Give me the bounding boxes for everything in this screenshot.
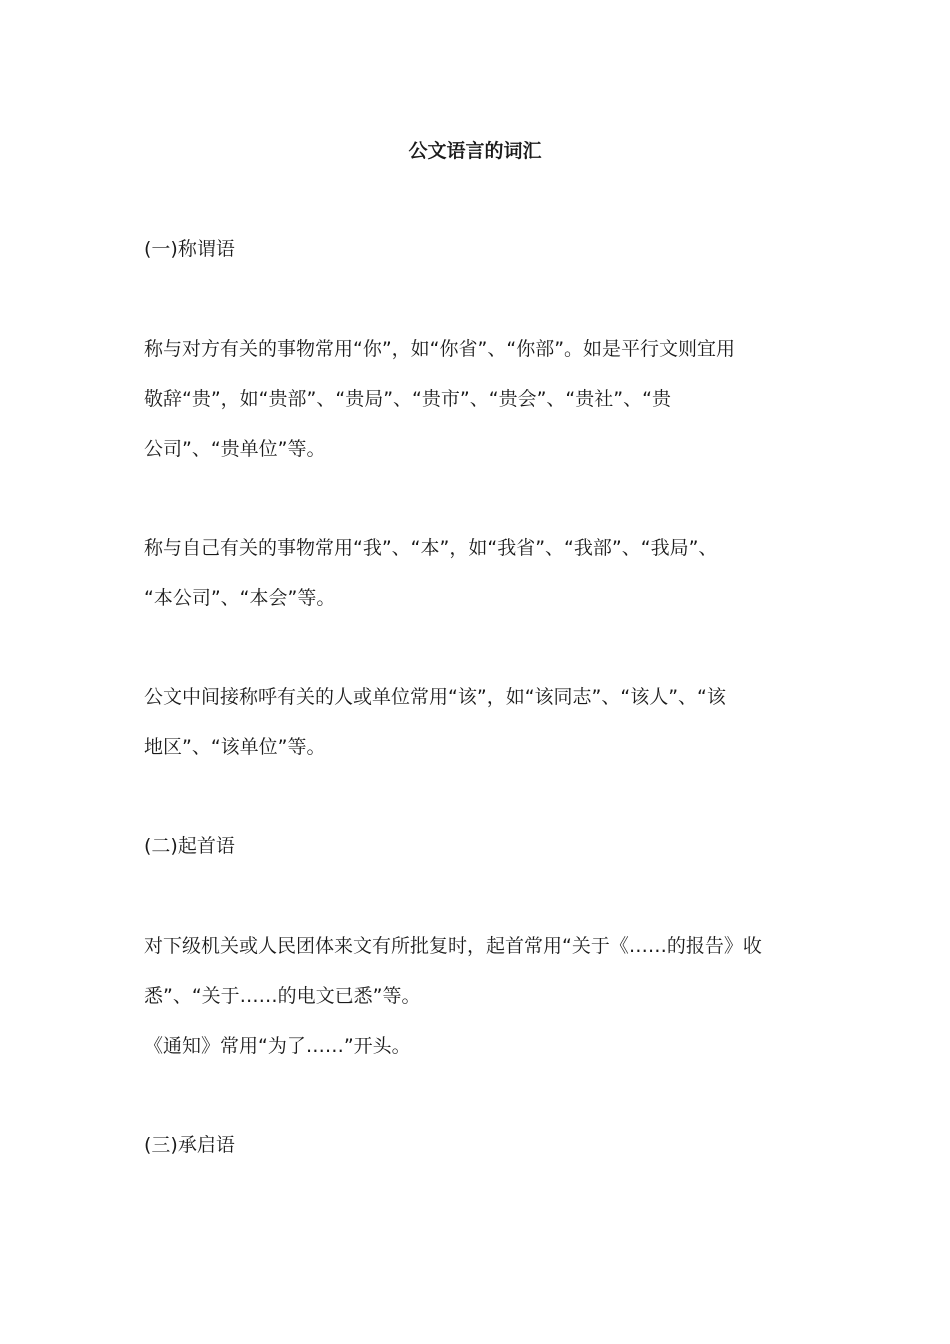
paragraph-line: 悉”、“关于……的电文已悉”等。 [144, 985, 421, 1007]
paragraph-line: 《通知》常用“为了……”开头。 [144, 1035, 411, 1057]
paragraph-line: 称与自己有关的事物常用“我”、“本”，如“我省”、“我部”、“我局”、 [144, 537, 718, 559]
heading-text: (二)起首语 [144, 835, 235, 857]
paragraph-2-1 [144, 921, 814, 1071]
paragraph-1-3 [144, 672, 814, 772]
paragraph-1-1 [144, 324, 814, 474]
section-heading-2 [144, 821, 814, 871]
paragraph-1-2 [144, 523, 814, 623]
paragraph-line: 称与对方有关的事物常用“你”，如“你省”、“你部”。如是平行文则宜用 [144, 338, 736, 360]
document-title: 公文语言的词汇 [408, 140, 542, 162]
paragraph-line: 地区”、“该单位”等。 [144, 736, 326, 758]
heading-text: (一)称谓语 [144, 238, 235, 260]
section-heading-1 [144, 224, 814, 274]
heading-text: (三)承启语 [144, 1134, 235, 1156]
paragraph-line: 敬辞“贵”，如“贵部”、“贵局”、“贵市”、“贵会”、“贵社”、“贵 [144, 388, 671, 410]
section-heading-3 [144, 1120, 814, 1170]
paragraph-line: 公司”、“贵单位”等。 [144, 438, 326, 460]
paragraph-line: 对下级机关或人民团体来文有所批复时，起首常用“关于《……的报告》收 [144, 935, 762, 957]
paragraph-line: 公文中间接称呼有关的人或单位常用“该”，如“该同志”、“该人”、“该 [144, 686, 726, 708]
paragraph-line: “本公司”、“本会”等。 [144, 587, 336, 609]
